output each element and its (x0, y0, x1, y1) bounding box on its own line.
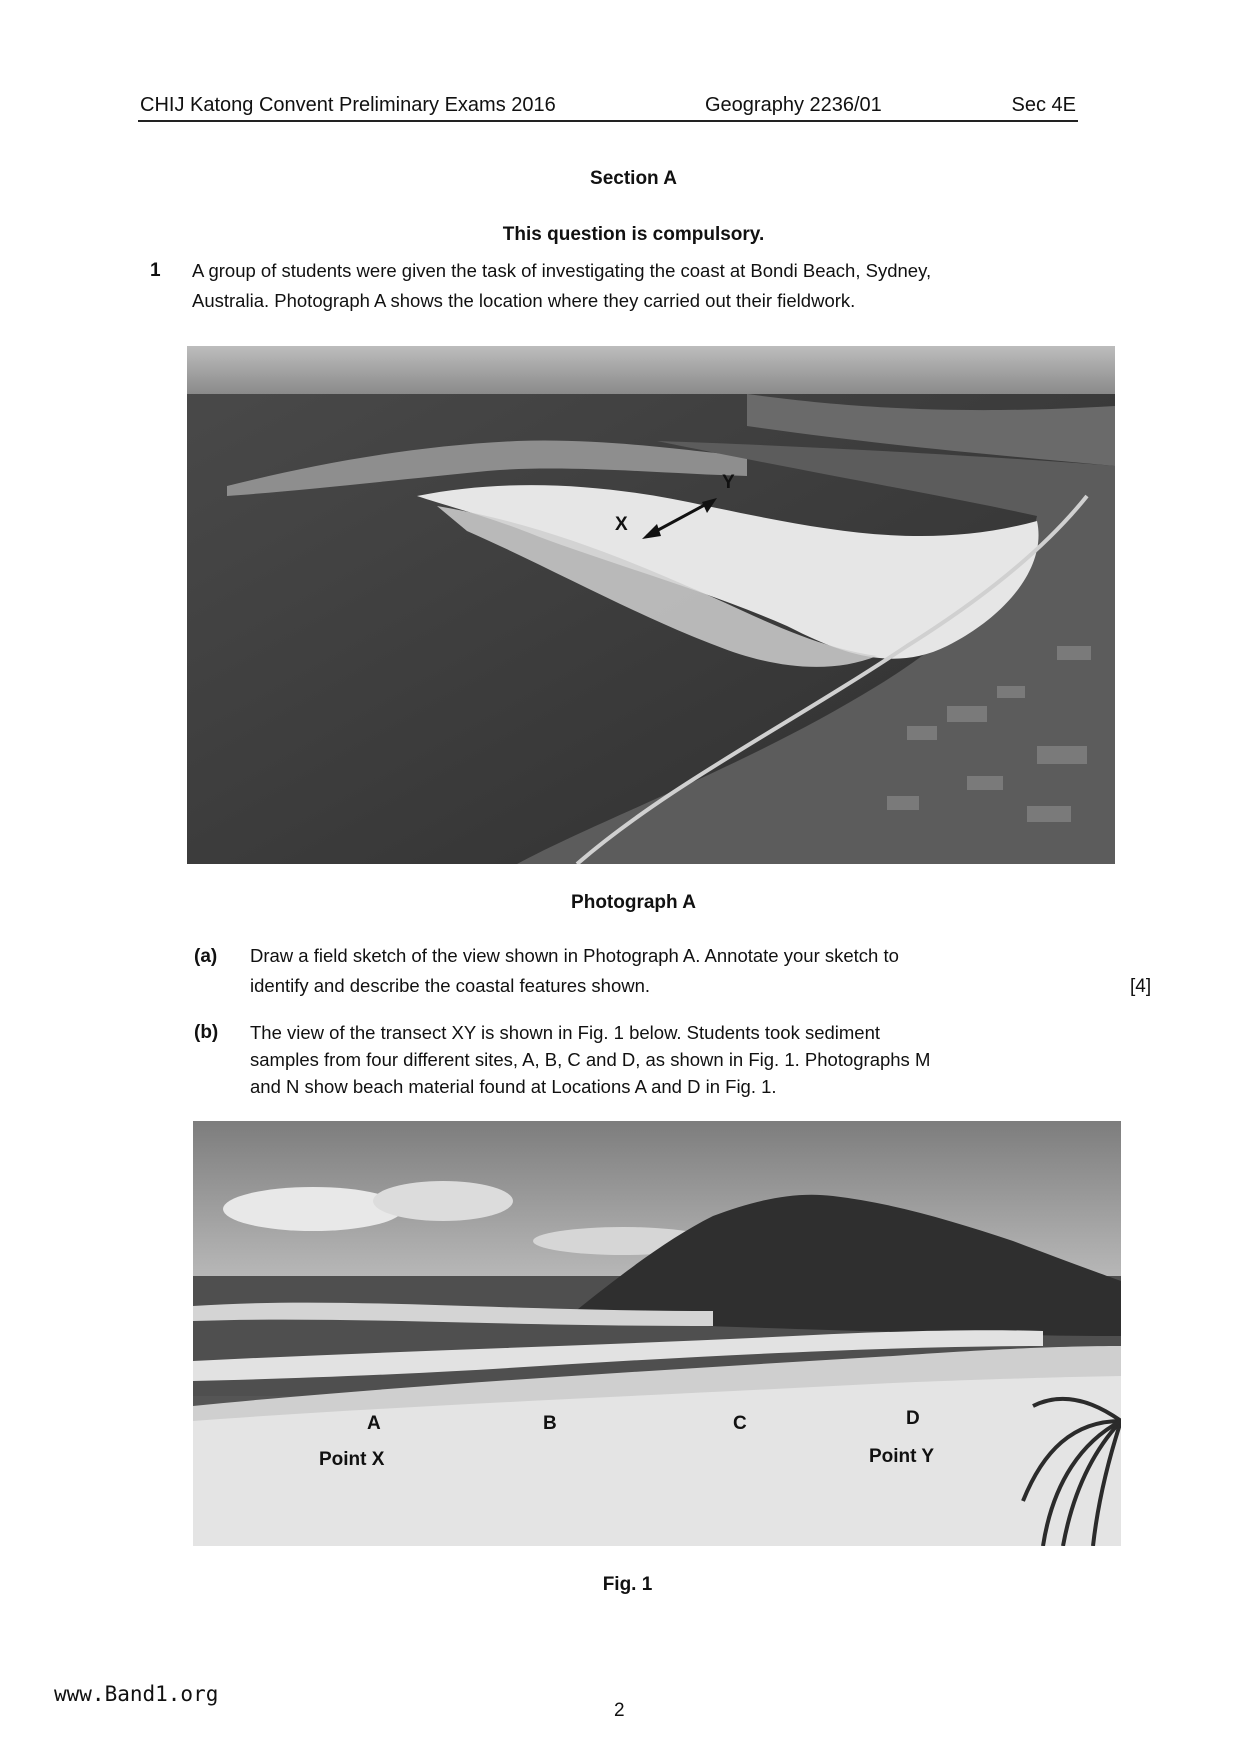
question-intro (192, 256, 1102, 316)
photograph-a-image (187, 346, 1115, 864)
header-subject: Geography 2236/01 (705, 94, 882, 116)
header-school: CHIJ Katong Convent Preliminary Exams 2016 (140, 94, 556, 116)
part-a-line1: Draw a field sketch of the view shown in Photograph A. Annotate your sketch to (250, 945, 899, 966)
footer-website: www.Band1.org (54, 1682, 219, 1706)
part-b-line1: The view of the transect XY is shown in Fig. 1 below. Students took sediment (250, 1022, 881, 1043)
photograph-a (187, 346, 1115, 864)
fig1-site-a: A (367, 1413, 381, 1434)
part-a-line2: identify and describe the coastal features shown. (250, 975, 651, 996)
fig1-point-y: Point Y (869, 1446, 935, 1467)
fig1-point-x: Point X (319, 1449, 385, 1470)
question-number: 1 (150, 260, 161, 281)
figure-1 (193, 1121, 1121, 1546)
part-a-marks: [4] (1130, 976, 1152, 997)
section-title: Section A (590, 168, 677, 189)
photo-a-label-y: Y (722, 472, 735, 493)
photograph-a-caption: Photograph A (571, 892, 696, 913)
part-b-line2: samples from four different sites, A, B, C and D, as shown in Fig. 1. Photographs M (250, 1049, 931, 1070)
part-b-text (250, 1019, 1100, 1100)
fig1-site-d: D (906, 1408, 920, 1429)
question-intro-line2: Australia. Photograph A shows the location where they carried out their fieldwork. (192, 290, 856, 311)
figure-1-caption: Fig. 1 (602, 1574, 653, 1595)
part-b-line3: and N show beach material found at Locations A and D in Fig. 1. (250, 1076, 777, 1097)
part-a-label: (a) (194, 946, 218, 967)
figure-1-image (193, 1121, 1121, 1546)
section-note: This question is compulsory. (502, 224, 765, 245)
page-header (138, 90, 1078, 122)
page-number: 2 (614, 1700, 625, 1721)
photo-a-label-x: X (615, 514, 628, 535)
part-a-text (250, 941, 1100, 1001)
fig1-site-b: B (543, 1413, 557, 1434)
header-class: Sec 4E (1011, 94, 1076, 116)
part-b-label: (b) (194, 1022, 219, 1043)
fig1-site-c: C (733, 1413, 747, 1434)
question-intro-line1: A group of students were given the task of investigating the coast at Bondi Beach, Sydney, (192, 260, 932, 281)
